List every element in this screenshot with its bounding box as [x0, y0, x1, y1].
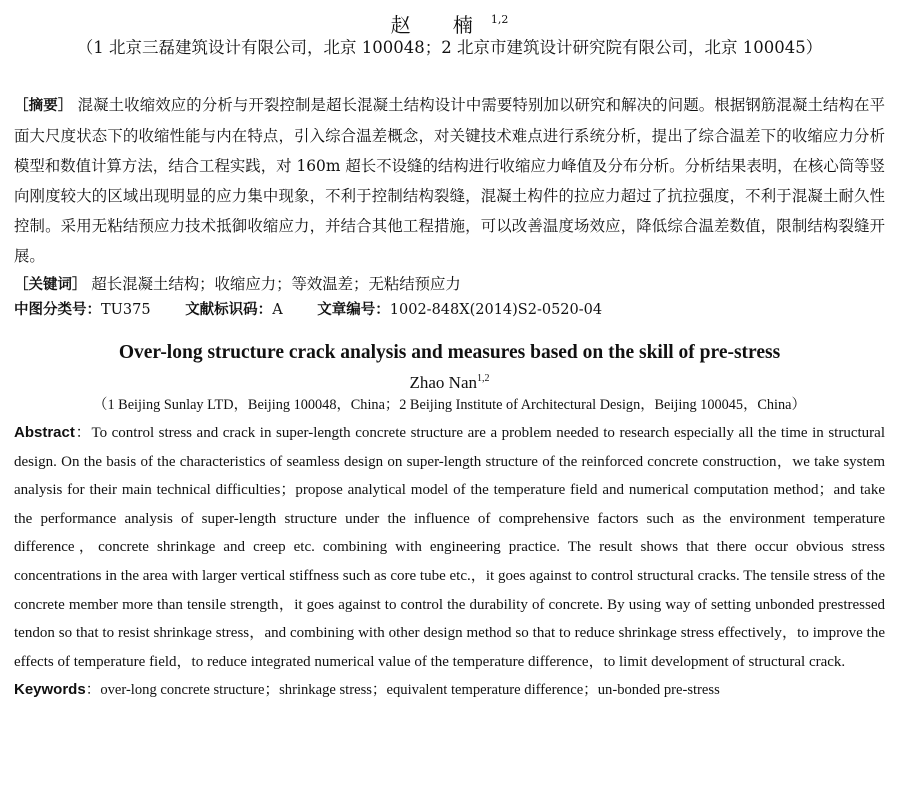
english-keywords-text: over-long concrete structure；shrinkage stress；equivalent temperature difference；un-bonded pre-stress [100, 682, 720, 699]
english-keywords-label: Keywords [14, 681, 86, 699]
english-affiliation: （1 Beijing Sunlay LTD，Beijing 100048，China；2 Beijing Institute of Architectural Design，Beijing 100045，China） [93, 397, 806, 413]
chinese-keywords-label: ［关键词］ [14, 277, 87, 293]
english-abstract-colon: ： [74, 425, 92, 441]
english-author-superscript: 1,2 [477, 373, 490, 384]
clc-label: 中图分类号： [14, 302, 101, 318]
chinese-keywords [14, 271, 885, 297]
chinese-author [14, 6, 885, 37]
document-code-label: 文献标识码： [185, 302, 273, 318]
document-code [185, 302, 282, 318]
document-code-value: A [272, 302, 283, 318]
english-abstract-label: Abstract [14, 424, 75, 441]
chinese-abstract-label: ［摘要］ [14, 98, 73, 114]
english-abstract-text: To control stress and crack in super-length concrete structure are a problem needed to research especially all the time in structural design. On the basis of the characteristics of seamless design on super-length structure of the reinforced concrete construction，we take system analysis for their main technical difficulties；propose analytical model of the temperature field and numerical computation method；and take the performance analysis of super-length structure under the influence of comprehensive factors such as the environment temperature difference，concrete shrinkage and creep etc. combining with engineering practice. The result shows that there occur obvious stress concentrations in the area with larger vertical stiffness such as core tube etc.，it goes against to control structural cracks. The tensile stress of the concrete member more than tensile strength，it goes against to control the durability of concrete. By using way of setting unbonded prestressed tendon so that to resist shrinkage stress，and combining with other design method so that to reduce shrinkage stress effectively，to improve the effects of temperature field，to reduce integrated numerical value of the temperature difference，to limit development of structural crack. [14, 425, 885, 670]
chinese-author-superscript: 1,2 [490, 13, 509, 26]
english-title: Over-long structure crack analysis and measures based on the skill of pre-stress [118, 342, 781, 363]
english-abstract [14, 419, 885, 676]
english-author [14, 367, 885, 391]
article-number [317, 302, 602, 318]
clc-number [14, 302, 151, 318]
paper-page [0, 6, 899, 799]
chinese-author-name: 赵 楠 [390, 13, 491, 37]
clc-value: TU375 [101, 302, 151, 318]
article-number-label: 文章编号： [317, 302, 390, 318]
english-author-name: Zhao Nan [409, 373, 477, 392]
classification-line [14, 297, 885, 323]
chinese-affiliation: （1 北京三磊建筑设计有限公司，北京 100048；2 北京市建筑设计研究院有限公司，北京 100045） [76, 38, 823, 57]
chinese-abstract-text: 混凝土收缩效应的分析与开裂控制是超长混凝土结构设计中需要特别加以研究和解决的问题。根据钢筋混凝土结构在平面大尺度状态下的收缩性能与内在特点，引入综合温差概念，对关键技术难点进行系统分析，提出了综合温差下的收缩应力分析模型和数值计算方法，结合工程实践，对 160m 超长不设缝的结构进行收缩应力峰值及分布分析。分析结果表明，在核心筒等竖向刚度较大的区域出现明显的应力集中现象，不利于控制结构裂缝，混凝土构件的拉应力超过了抗拉强度，不利于混凝土耐久性控制。采用无粘结预应力技术抵御收缩应力，并结合其他工程措施，可以改善温度场效应，降低综合温差数值，限制结构裂缝开展。 [14, 96, 885, 265]
english-keywords-colon: ： [85, 682, 101, 699]
article-number-value: 1002-848X(2014)S2-0520-04 [389, 302, 603, 318]
chinese-abstract [14, 90, 885, 271]
chinese-keywords-text: 超长混凝土结构；收缩应力；等效温差；无粘结预应力 [91, 275, 461, 293]
english-keywords [14, 676, 885, 704]
